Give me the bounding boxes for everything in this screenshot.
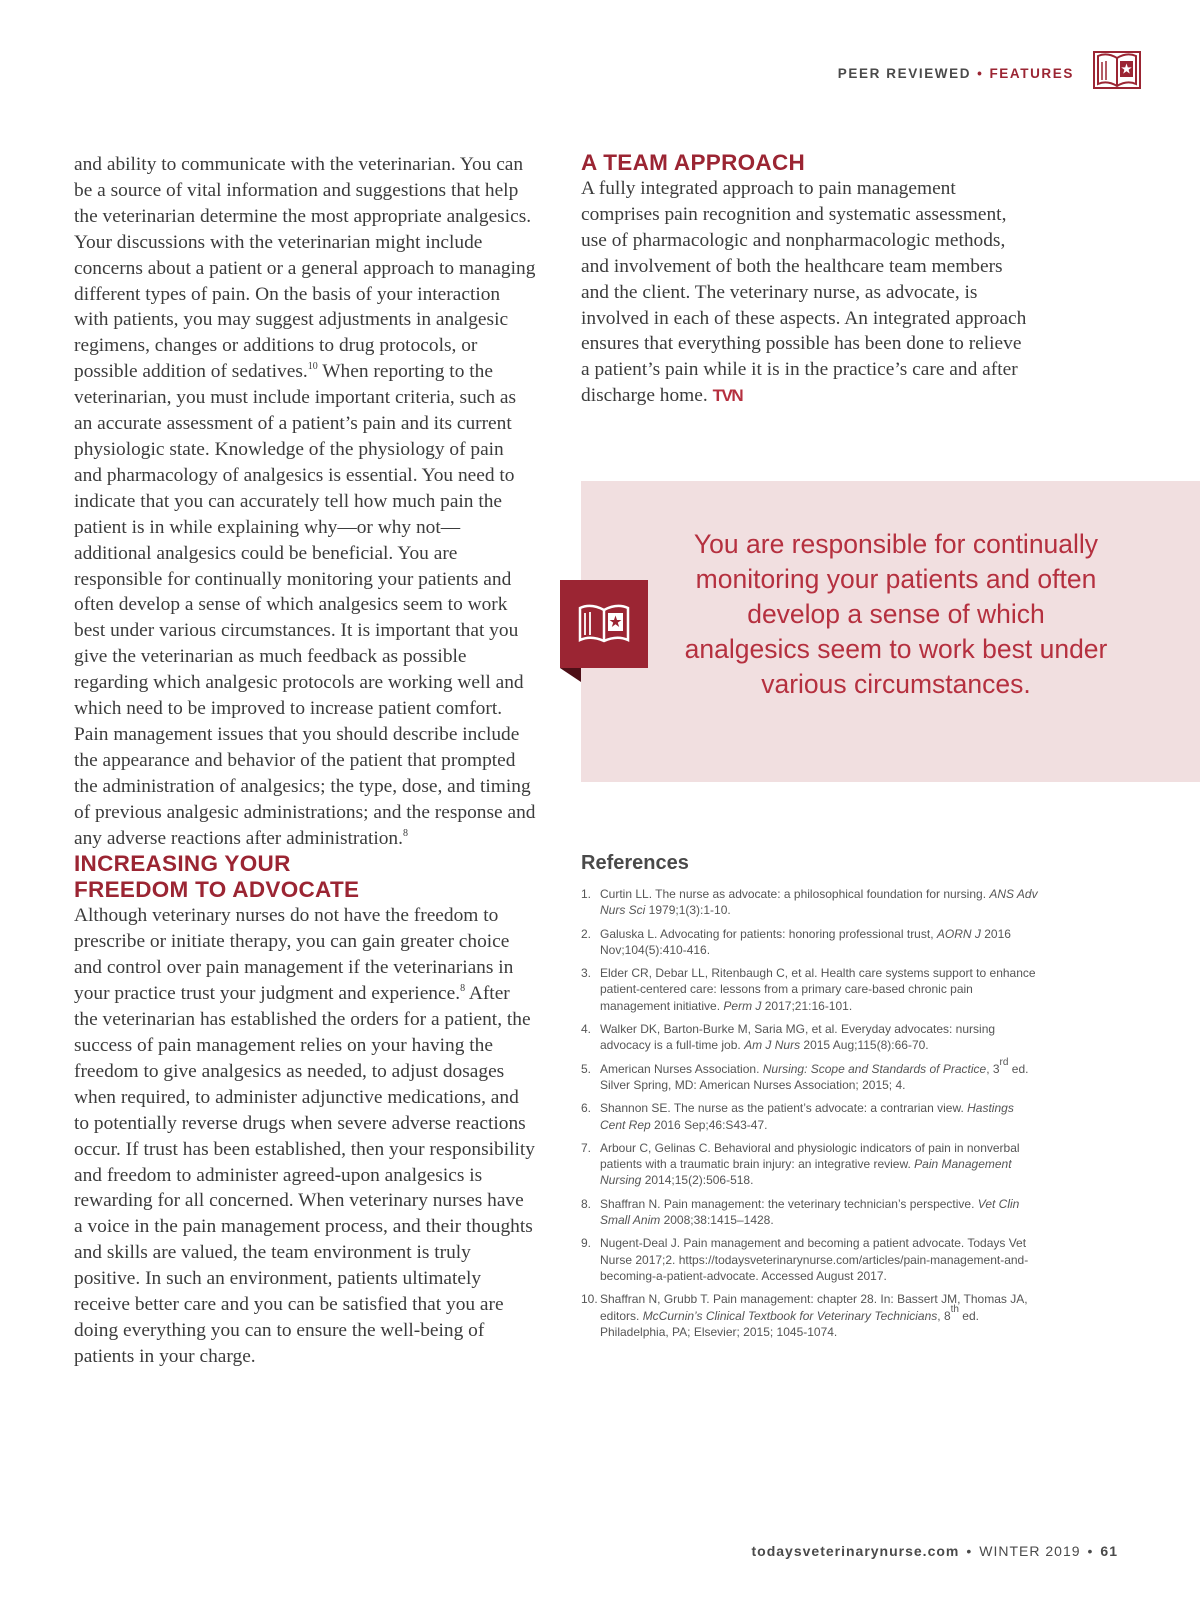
footer-issue: WINTER 2019: [979, 1543, 1081, 1559]
body-paragraph: A fully integrated approach to pain management comprises pain recognition and systematic assessment, use of pharmacologic and nonpharmacologic methods, and involvement of both the healthcare team members and the client. The veterinary nurse, as advocate, is involved in each of these aspects. An integrated approach ensures that everything possible has been done to relieve a patient’s pain while it is in the practice’s care and after discharge home. TVN: [581, 178, 1027, 407]
tvn-end-mark: TVN: [712, 386, 743, 406]
section-heading-increasing-freedom: INCREASING YOUR FREEDOM TO ADVOCATE: [74, 851, 360, 903]
reference-item: 3. Elder CR, Debar LL, Ritenbaugh C, et al. Health care systems support to enhance patient-centered care: lessons from a primary care-based chronic pain management initiative. Perm J 2017;21:16-101.: [581, 966, 1036, 1013]
pull-quote-badge: [560, 580, 648, 668]
body-paragraph: and ability to communicate with the veterinarian. You can be a source of vital information and suggestions that help the veterinarian determine the most appropriate analgesics. Your discussions with the veterinarian might include concerns about a patient or a general approach to managing different types of pain. On the basis of your interaction with patients, you may suggest adjustments in analgesic regimens, changes or additions to drug protocols, or possible addition of sedatives.$^{10}$ When reporting to the veterinarian, you must include important criteria, such as an accurate assessment of a patient’s pain and its current physiologic state. Knowledge of the physiology of pain and pharmacology of analgesics is essential. You need to indicate that you can accurately tell how much pain the patient is in while explaining why—or why not—additional analgesics could be beneficial. You are responsible for continually monitoring your patients and often develop a sense of which analgesics seem to work best under various circumstances. It is important that you give the veterinarian as much feedback as possible regarding which analgesic protocols are working well and which need to be improved to increase patient comfort. Pain management issues that you should describe include the appearance and behavior of the patient that prompted the administration of analgesics; the type, dose, and timing of previous analgesic administrations; and the response and any adverse reactions after administration.$^8$: [74, 154, 536, 849]
features-label: FEATURES: [989, 66, 1074, 81]
section-header: [838, 66, 1074, 81]
references-section: [581, 852, 1041, 1347]
peer-reviewed-label: PEER REVIEWED: [837, 66, 972, 81]
references-list: [581, 886, 1041, 1340]
reference-item: 2. Galuska L. Advocating for patients: honoring professional trust, AORN J 2016 Nov;104(5):410-416.: [581, 926, 1011, 957]
reference-item: 9. Nugent-Deal J. Pain management and becoming a patient advocate. Todays Vet Nurse 2017;2. https://todaysveterinarynurse.com/articles/pain-management-and-becoming-a-patient-advocate. Accessed August 2017.: [581, 1236, 1029, 1283]
references-title: References: [581, 852, 689, 874]
page-footer: [752, 1543, 1119, 1559]
reference-item: 10. Shaffran N, Grubb T. Pain management: chapter 28. In: Bassert JM, Thomas JA, editors. McCurnin’s Clinical Textbook for Veterinary Technicians, 8th ed. Philadelphia, PA; Elsevier; 2015; 1045-1074.: [581, 1292, 1028, 1339]
reference-item: 8. Shaffran N. Pain management: the veterinary technician’s perspective. Vet Clin Small Anim 2008;38:1415–1428.: [581, 1196, 1020, 1228]
reference-item: 5. American Nurses Association. Nursing: Scope and Standards of Practice, 3rd ed. Silver Spring, MD: American Nurses Association; 2015; 4.: [581, 1056, 1029, 1092]
footer-site: todaysveterinarynurse.com: [751, 1543, 960, 1559]
book-star-icon: [1090, 50, 1144, 92]
book-star-icon: [560, 580, 648, 668]
reference-item: 4. Walker DK, Barton-Burke M, Saria MG, et al. Everyday advocates: nursing advocacy is a full-time job. Am J Nurs 2015 Aug;115(8):66-70.: [581, 1022, 996, 1053]
reference-item: 1. Curtin LL. The nurse as advocate: a philosophical foundation for nursing. ANS Adv Nurs Sci 1979;1(3):1-10.: [581, 887, 1038, 918]
pull-quote-box: [581, 481, 1200, 782]
page-number: 61: [1100, 1543, 1118, 1559]
header-separator: •: [977, 66, 984, 81]
citation: 10: [307, 361, 318, 373]
badge-fold: [560, 668, 581, 682]
reference-item: 6. Shannon SE. The nurse as the patient’s advocate: a contrarian view. Hastings Cent Rep 2016 Sep;46:S43-47.: [581, 1101, 1014, 1132]
reference-item: 7. Arbour C, Gelinas C. Behavioral and physiologic indicators of pain in nonverbal patients with a traumatic brain injury: an integrative review. Pain Management Nursing 2014;15(2):506-518.: [581, 1140, 1020, 1188]
citation: 8: [402, 827, 408, 839]
footer-separator: •: [1087, 1543, 1094, 1559]
pull-quote-text: You are responsible for continually monitoring your patients and often develop a sense of which analgesics seem to work best under various circumstances.: [684, 529, 1108, 699]
right-column: [581, 150, 1031, 409]
body-paragraph: Although veterinary nurses do not have the freedom to prescribe or initiate therapy, you can gain greater choice and control over pain management if the veterinarians in your practice trust your judgment and experience.$^8$ After the veterinarian has established the orders for a patient, the success of pain management relies on your having the freedom to give analgesics as needed, to adjust dosages when required, to administer adjunctive medications, and to potentially reverse drugs when severe adverse reactions occur. If trust has been established, then your responsibility and freedom to administer agreed-upon analgesics is rewarding for all concerned. When veterinary nurses have a voice in the pain management process, and their thoughts and skills are valued, the team environment is truly positive. In such an environment, patients ultimately receive better care and you can be satisfied that you are doing everything you can to ensure the well-being of patients in your charge.: [74, 905, 535, 1367]
footer-separator: •: [966, 1543, 973, 1559]
citation: 8: [460, 983, 466, 995]
section-heading-team-approach: A TEAM APPROACH: [581, 150, 806, 175]
left-column: [74, 152, 536, 1370]
